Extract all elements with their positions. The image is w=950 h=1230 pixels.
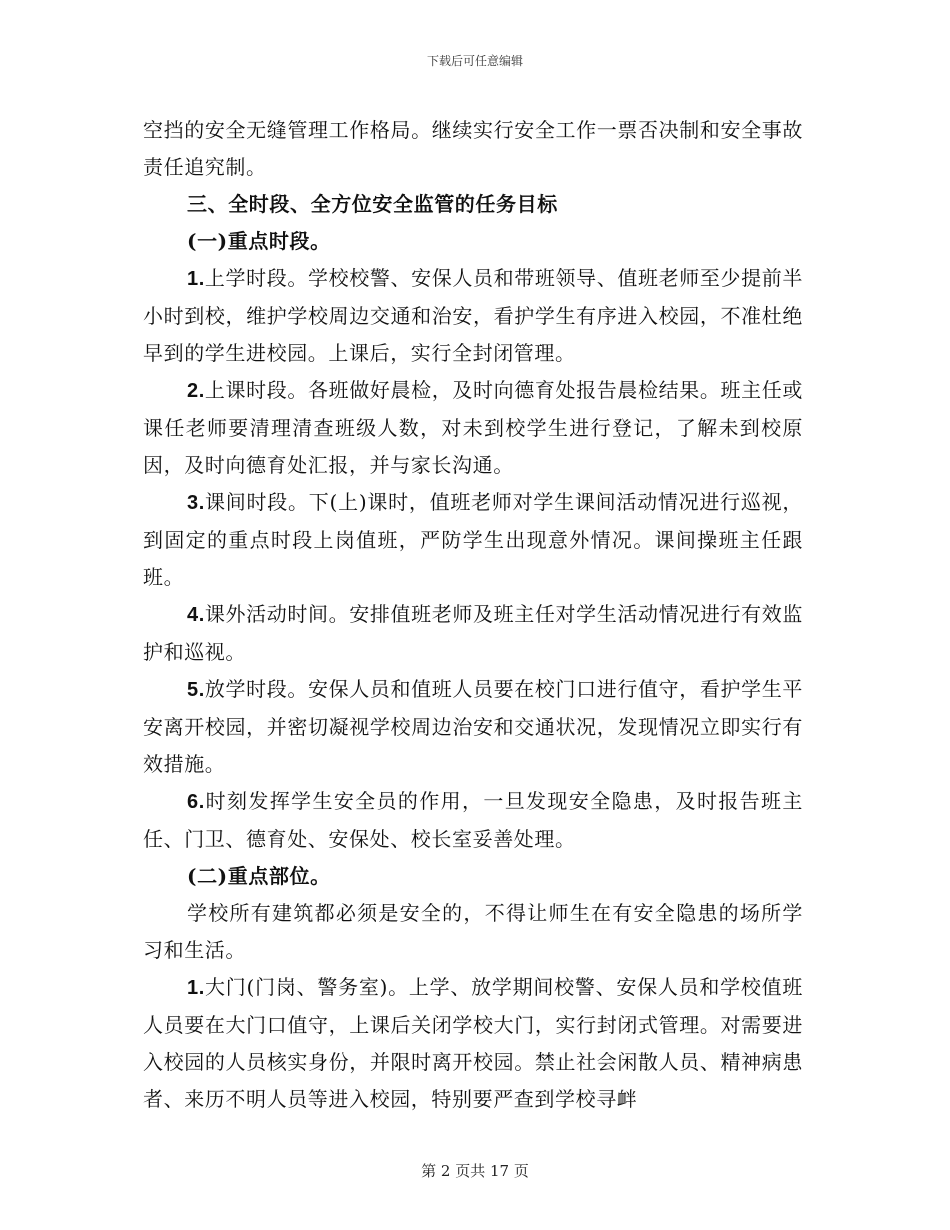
numbered-item-3-break-time: [143, 484, 803, 596]
numbered-item-2-class-time: [143, 372, 803, 484]
paragraph-intro-continuation: 空挡的安全无缝管理工作格局。继续实行安全工作一票否决制和安全事故责任追究制。: [143, 118, 803, 179]
section-heading-3: 三、全时段、全方位安全监管的任务目标: [187, 192, 558, 216]
numbered-item-4-activity-time: [143, 596, 803, 671]
item-number: 1.: [187, 977, 205, 999]
subsection-heading-key-locations: (二)重点部位。: [187, 864, 331, 888]
item-text: 课外活动时间。安排值班老师及班主任对学生活动情况进行有效监护和巡视。: [143, 602, 803, 664]
page-footer-page-number: 第 2 页共 17 页: [421, 1162, 529, 1180]
item-text: 课间时段。下(上)课时，值班老师对学生课间活动情况进行巡视，到固定的重点时段上岗值班，严防学生出现意外情况。课间操班主任跟班。: [143, 490, 803, 589]
item-number: 1.: [187, 268, 205, 290]
item-text: 大门(门岗、警务室)。上学、放学期间校警、安保人员和学校值班人员要在大门口值守，上课后关闭学校大门，实行封闭式管理。对需要进入校园的人员核实身份，并限时离开校园。禁止社会闲散人员、精神病患者、来历不明人员等进入校园，特别要严查到学校寻衅: [143, 975, 803, 1111]
document-body: [143, 112, 803, 1118]
numbered-item-6-safety-officers: [143, 783, 803, 858]
item-text: 放学时段。安保人员和值班人员要在校门口进行值守，看护学生平安离开校园，并密切凝视学校周边治安和交通状况，发现情况立即实行有效措施。: [143, 677, 803, 776]
page-header: 下载后可任意编辑: [426, 54, 523, 68]
item-number: 3.: [187, 492, 205, 514]
subsection-heading-key-periods: (一)重点时段。: [187, 229, 331, 253]
item-text: 上学时段。学校校警、安保人员和带班领导、值班老师至少提前半小时到校，维护学校周边交通和治安，看护学生有序进入校园，不准杜绝早到的学生进校园。上课后，实行全封闭管理。: [143, 266, 803, 365]
item-text: 时刻发挥学生安全员的作用，一旦发现安全隐患，及时报告班主任、门卫、德育处、安保处、校长室妥善处理。: [143, 789, 803, 851]
item-number: 4.: [187, 604, 205, 626]
numbered-item-1-main-gate: [143, 969, 803, 1118]
numbered-item-5-dismissal: [143, 671, 803, 783]
paragraph-buildings: 学校所有建筑都必须是安全的，不得让师生在有安全隐患的场所学习和生活。: [143, 901, 803, 962]
item-number: 6.: [187, 791, 205, 813]
item-text: 上课时段。各班做好晨检，及时向德育处报告晨检结果。班主任或课任老师要清理清查班级人数，对未到校学生进行登记，了解未到校原因，及时向德育处汇报，并与家长沟通。: [143, 378, 803, 477]
item-number: 2.: [187, 380, 205, 402]
item-number: 5.: [187, 679, 205, 701]
numbered-item-1-school-arrival: [143, 260, 803, 372]
